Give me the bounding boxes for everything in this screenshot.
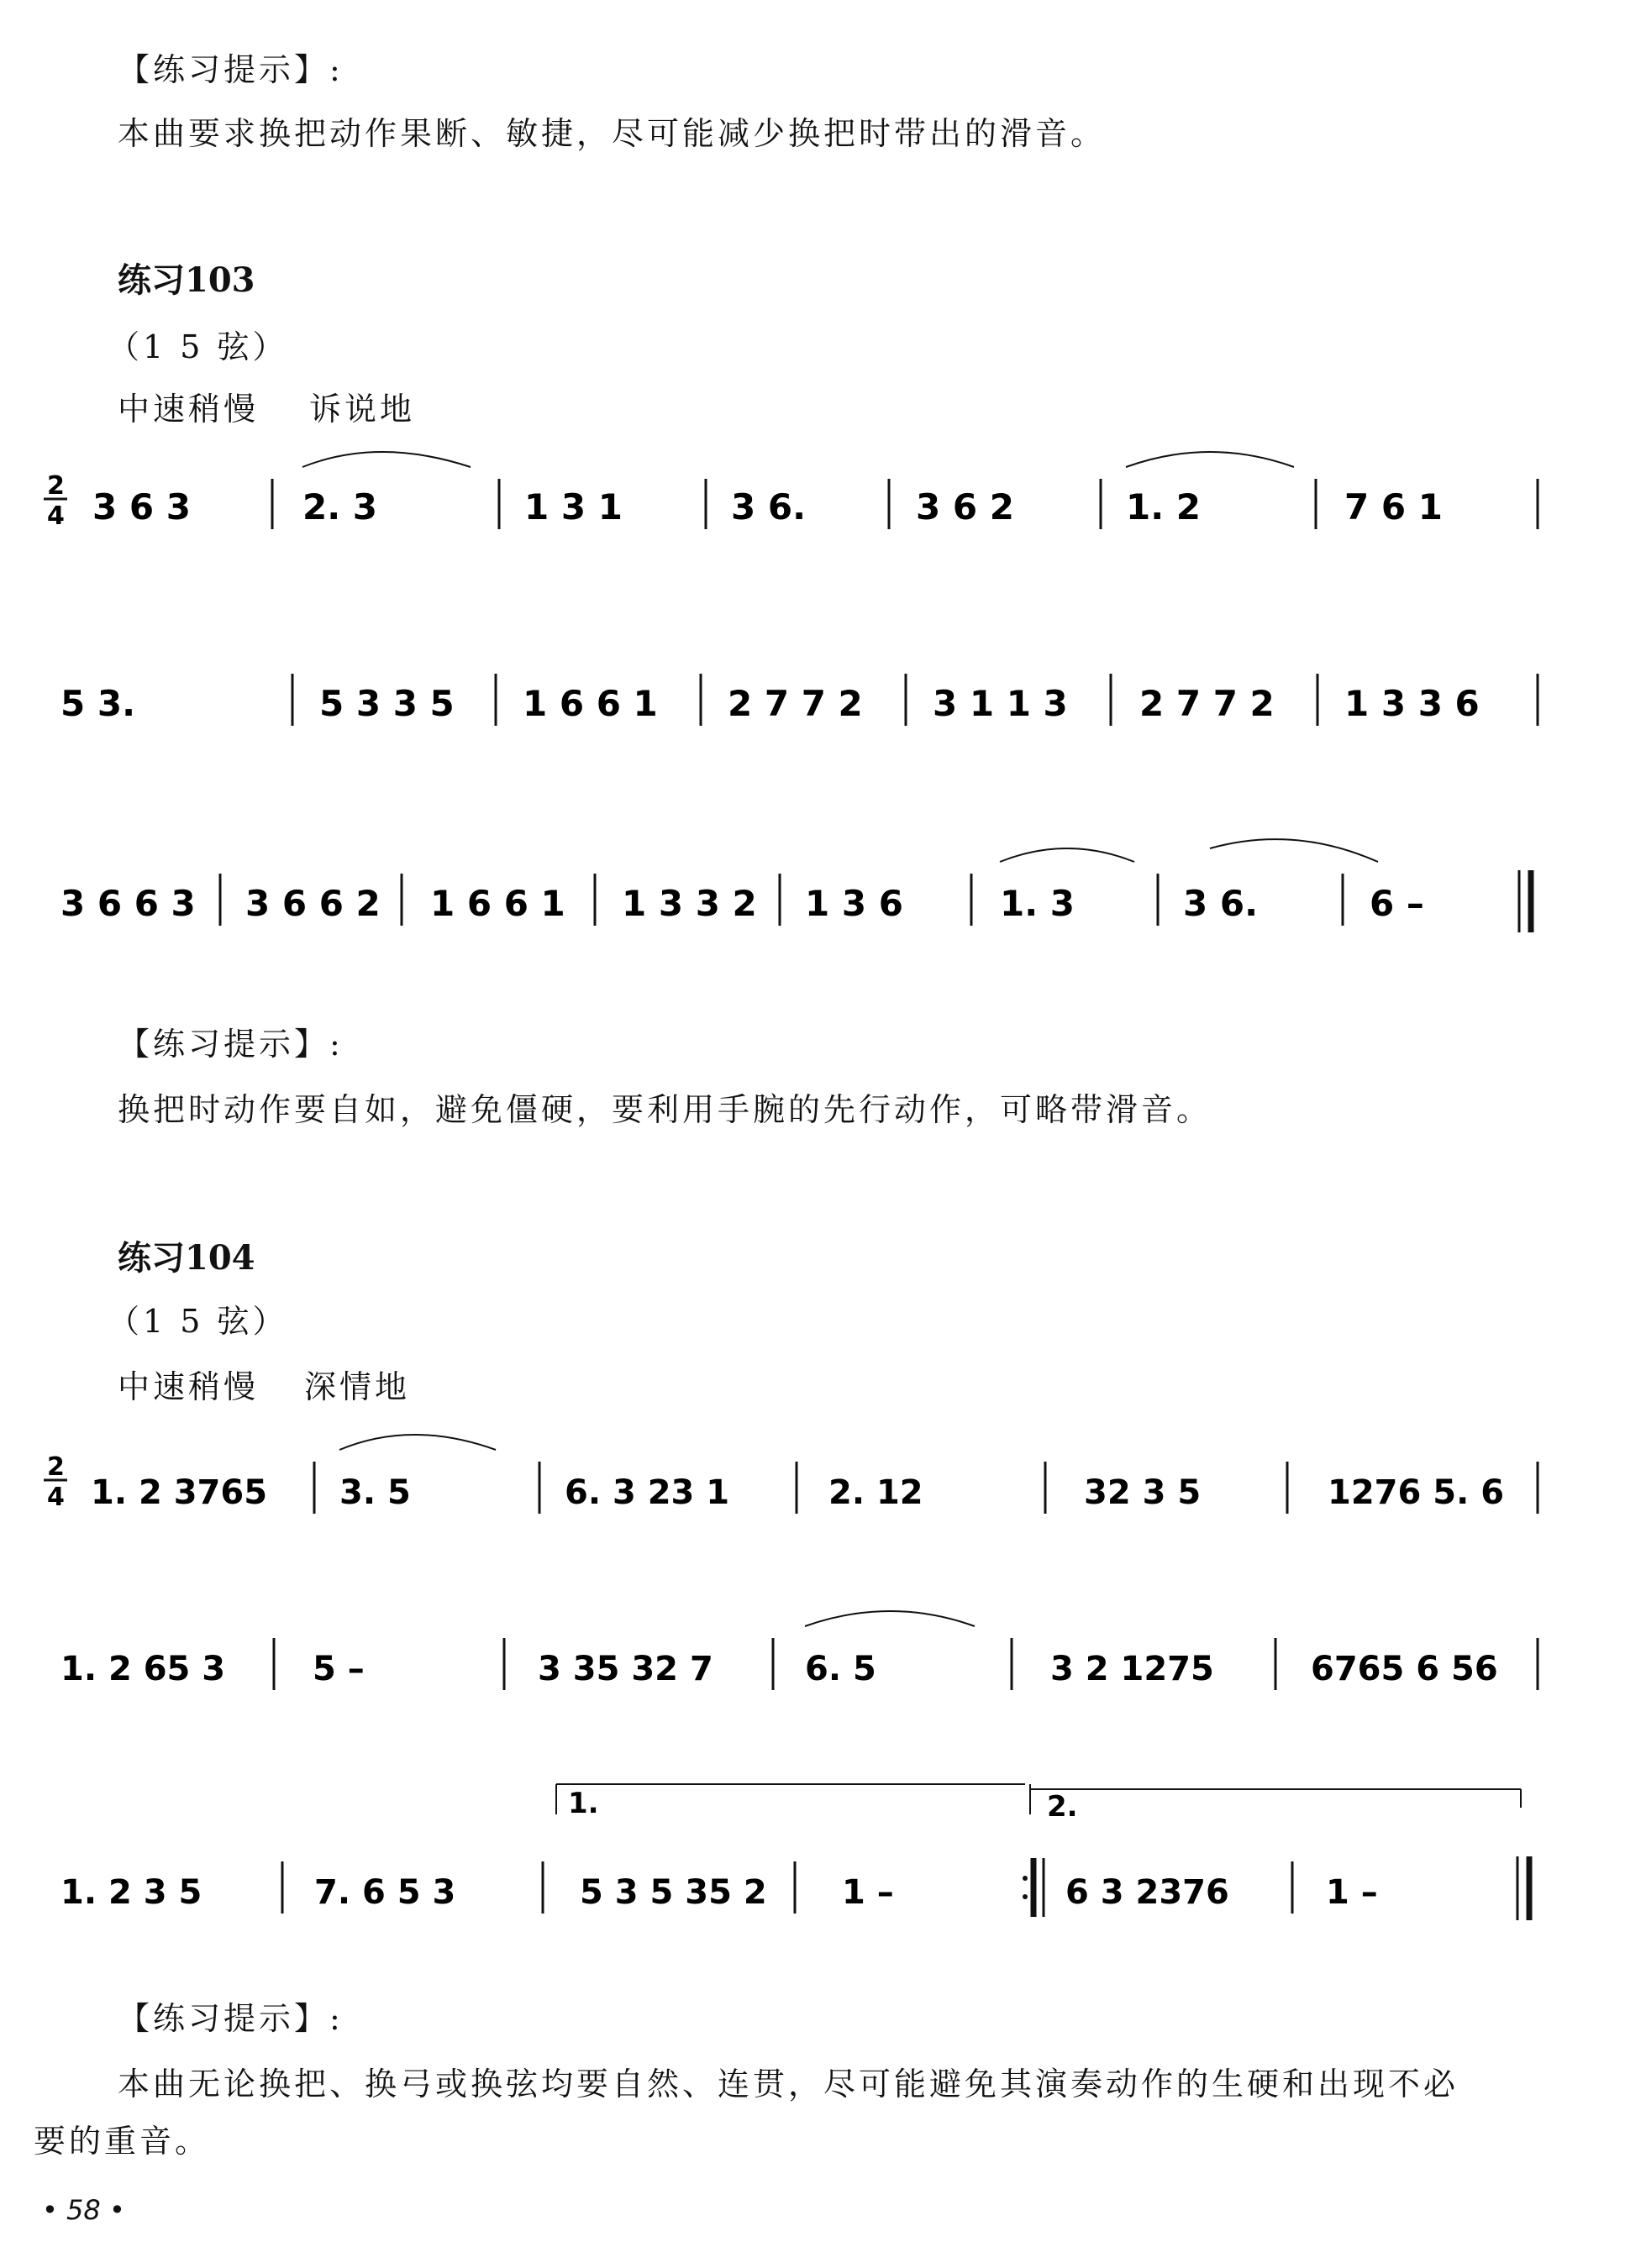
- measure-104-1-1: 1. 2 3765: [91, 1473, 268, 1512]
- strings-label-104: （1 5 弦）: [108, 1303, 288, 1340]
- time-sig-top: 2: [47, 1452, 65, 1482]
- measure-104-1-3: 6. 3 23 1: [565, 1473, 730, 1512]
- volta-2-label: 2.: [1047, 1790, 1078, 1824]
- measure-103-3-3: 1 6 6 1: [430, 883, 565, 924]
- measure-103-1-1: 3 6 3: [92, 486, 191, 528]
- measure-103-3-7: 3 6.: [1183, 883, 1259, 924]
- measure-104-3-1: 1. 2 3 5: [60, 1873, 202, 1912]
- measure-103-3-2: 3 6 6 2: [245, 883, 381, 924]
- staff-line-103-1: [92, 452, 1538, 529]
- measure-103-2-7: 1 3 3 6: [1344, 683, 1480, 724]
- measure-103-3-8: 6 –: [1370, 883, 1424, 924]
- measure-104-1-4: 2. 12: [828, 1473, 923, 1512]
- measure-104-3-4: 1 –: [842, 1873, 894, 1912]
- hint-heading-104: 【练习提示】:: [118, 2000, 344, 2037]
- measure-104-3-3: 5 3 5 35 2: [580, 1873, 767, 1912]
- measure-103-3-1: 3 6 6 3: [60, 883, 196, 924]
- staff-line-103-3: [60, 839, 1531, 932]
- hint-text-103: 换把时动作要自如，避免僵硬，要利用手腕的先行动作，可略带滑音。: [118, 1091, 1212, 1128]
- measure-103-3-5: 1 3 6: [805, 883, 903, 924]
- page-number: • 58 •: [42, 2194, 125, 2226]
- measure-104-3-2: 7. 6 5 3: [314, 1873, 456, 1912]
- measure-103-2-5: 3 1 1 3: [933, 683, 1068, 724]
- measure-104-2-1: 1. 2 65 3: [60, 1650, 226, 1688]
- measure-103-1-4: 3 6.: [731, 486, 807, 528]
- measure-103-3-6: 1. 3: [1000, 883, 1075, 924]
- strings-label-103: （1 5 弦）: [108, 328, 288, 365]
- volta-1-label: 1.: [568, 1787, 599, 1820]
- time-sig-top: 2: [47, 471, 65, 501]
- expression-label-103: 诉说地: [309, 391, 416, 428]
- measure-104-1-2: 3. 5: [339, 1473, 411, 1512]
- measure-104-3-6: 1 –: [1326, 1873, 1378, 1912]
- time-sig-bottom: 4: [47, 501, 65, 531]
- hint-text-intro: 本曲要求换把动作果断、敏捷，尽可能减少换把时带出的滑音。: [118, 115, 1107, 152]
- time-signature-104: [44, 1452, 67, 1512]
- exercise-title-104: 练习104: [118, 1238, 255, 1278]
- measure-104-2-6: 6765 6 56: [1311, 1650, 1498, 1688]
- measure-103-3-4: 1 3 3 2: [622, 883, 757, 924]
- measure-104-2-3: 3 35 32 7: [538, 1650, 713, 1688]
- measure-104-2-5: 3 2 1275: [1050, 1650, 1214, 1688]
- measure-103-1-6: 1. 2: [1126, 486, 1202, 528]
- measure-103-1-3: 1 3 1: [524, 486, 623, 528]
- measure-103-1-2: 2. 3: [302, 486, 378, 528]
- expression-label-104: 深情地: [304, 1368, 411, 1405]
- measure-104-1-6: 1276 5. 6: [1328, 1473, 1505, 1512]
- measure-103-2-4: 2 7 7 2: [728, 683, 863, 724]
- measure-103-2-6: 2 7 7 2: [1139, 683, 1275, 724]
- exercise-title-103: 练习103: [118, 260, 255, 300]
- staff-line-103-2: [60, 674, 1538, 726]
- measure-103-2-3: 1 6 6 1: [523, 683, 658, 724]
- volta-brackets: [556, 1784, 1521, 1824]
- time-sig-bottom: 4: [47, 1483, 65, 1512]
- hint-heading-intro: 【练习提示】:: [118, 51, 344, 88]
- hint-heading-103: 【练习提示】:: [118, 1026, 344, 1063]
- staff-line-104-2: [60, 1611, 1538, 1690]
- measure-104-2-4: 6. 5: [805, 1650, 876, 1688]
- staff-line-104-3: [60, 1856, 1529, 1920]
- measure-103-2-1: 5 3.: [60, 683, 136, 724]
- hint-text-104-line2: 要的重音。: [34, 2123, 211, 2160]
- staff-line-104-1: [91, 1435, 1538, 1514]
- measure-104-1-5: 32 3 5: [1084, 1473, 1202, 1512]
- measure-103-2-2: 5 3 3 5: [319, 683, 455, 724]
- tempo-label-103: 中速稍慢: [118, 391, 260, 428]
- measure-104-2-2: 5 –: [313, 1650, 365, 1688]
- measure-103-1-5: 3 6 2: [916, 486, 1014, 528]
- measure-103-1-7: 7 6 1: [1344, 486, 1443, 528]
- tempo-label-104: 中速稍慢: [118, 1368, 260, 1405]
- hint-text-104-line1: 本曲无论换把、换弓或换弦均要自然、连贯，尽可能避免其演奏动作的生硬和出现不必: [118, 2066, 1459, 2103]
- measure-104-3-5: 6 3 2376: [1065, 1873, 1229, 1912]
- time-signature-103: [44, 471, 67, 531]
